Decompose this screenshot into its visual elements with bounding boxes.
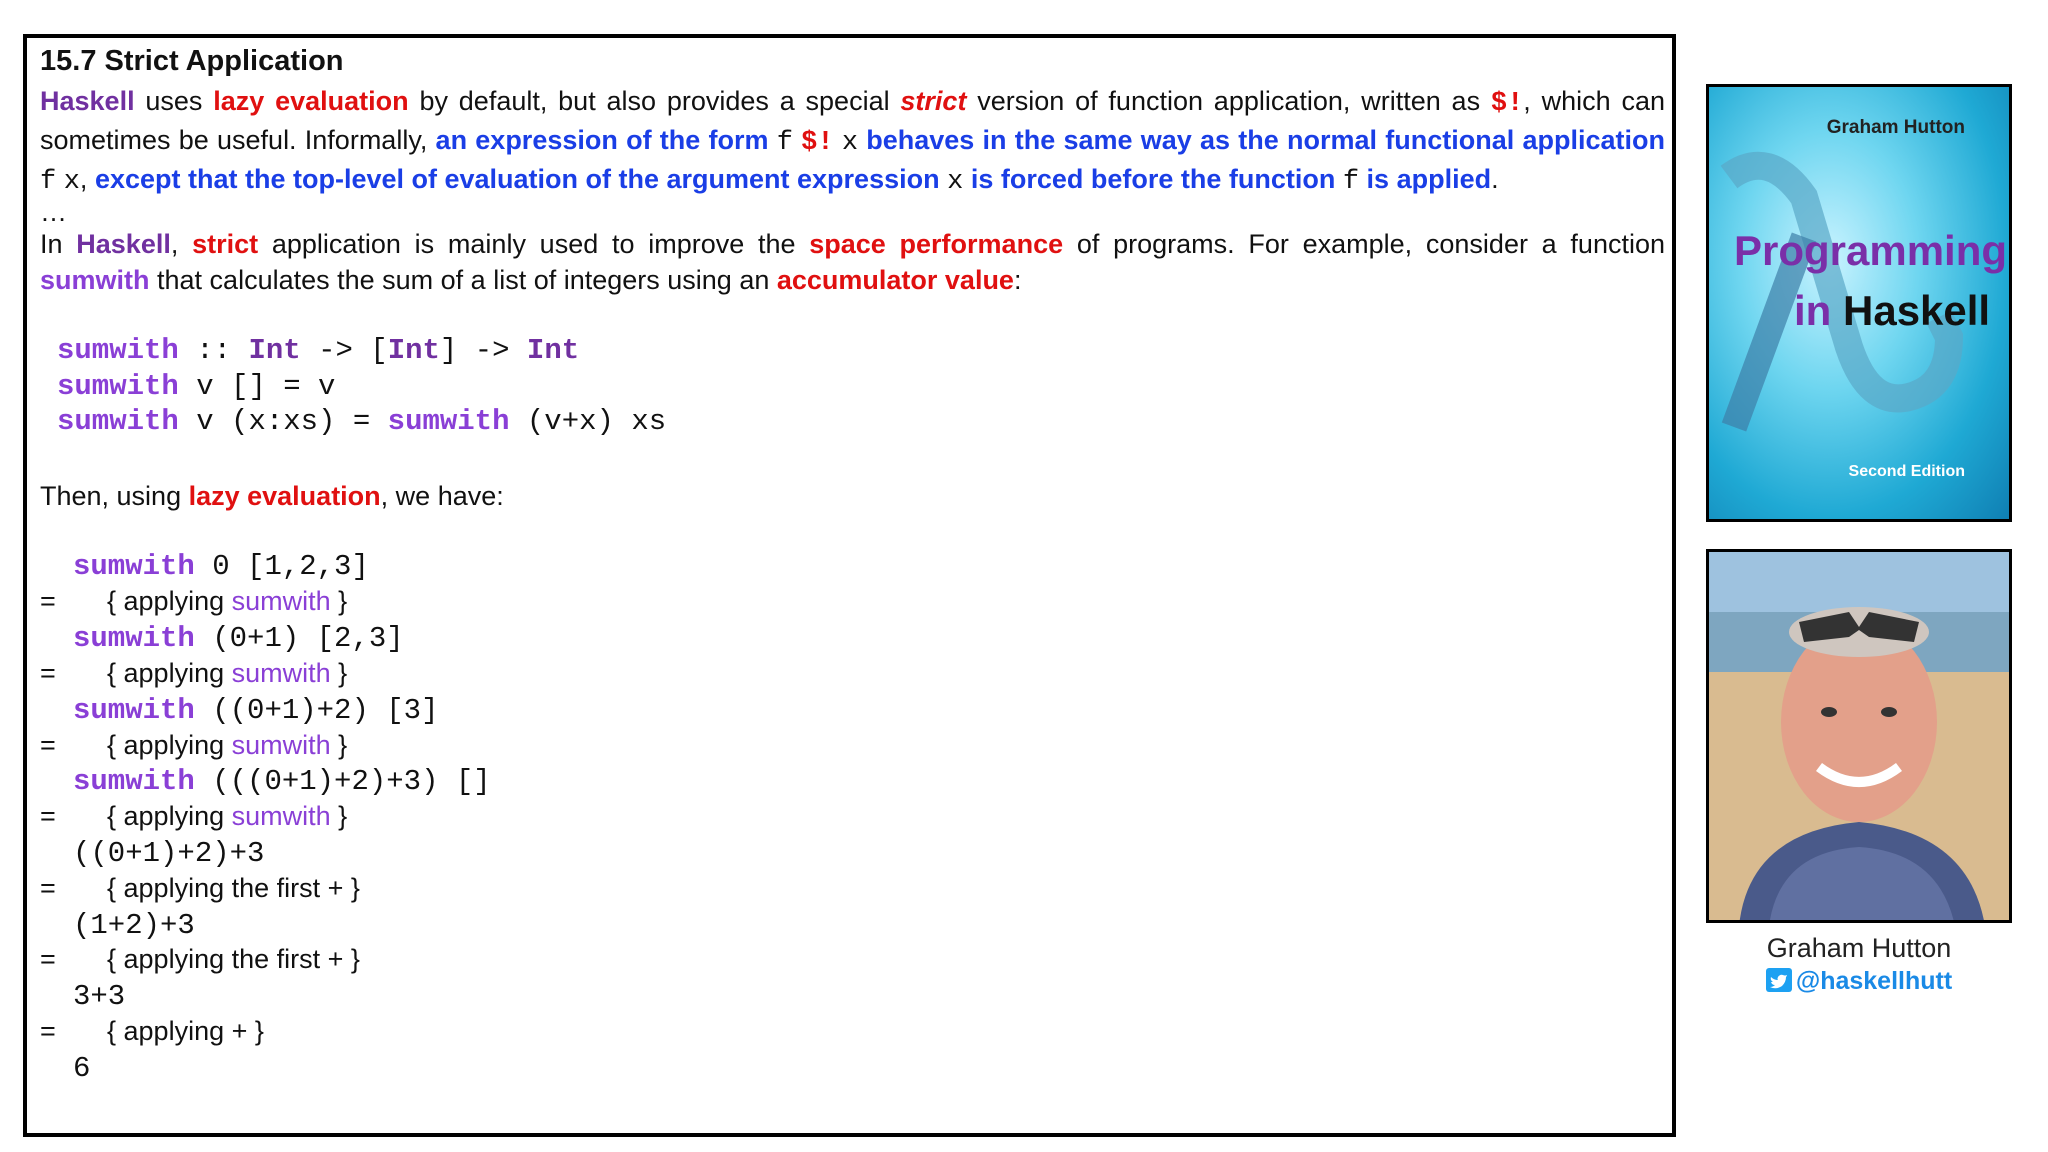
eval-hint: { applying sumwith } bbox=[107, 801, 348, 831]
book-title-line2: in Haskell bbox=[1794, 287, 1991, 334]
strict-term: strict bbox=[900, 86, 967, 116]
paragraph-then: Then, using lazy evaluation, we have: bbox=[40, 481, 504, 511]
equals-sign: = bbox=[40, 944, 56, 974]
portrait-image bbox=[1709, 552, 2012, 923]
haskell-term: Haskell bbox=[40, 86, 135, 116]
book-title-line1: Programming bbox=[1734, 227, 2008, 274]
code-line-base-case: sumwith v [] = v bbox=[57, 370, 336, 403]
equals-sign: = bbox=[40, 801, 56, 831]
equals-sign: = bbox=[40, 658, 56, 688]
eval-hint: { applying + } bbox=[107, 1016, 264, 1046]
paragraph-intro: Haskell uses lazy evaluation by default, but also provides a special strict version of function application, written as $!, which can sometimes be useful. Informally, an expression of the form f $! x behaves in the same way as the normal functional application f x, except that the top-level of evaluation of the argument expression x is forced before the function f is applied. bbox=[40, 86, 1665, 197]
twitter-handle[interactable]: @haskellhutt bbox=[1706, 967, 2012, 996]
eval-step-3: sumwith ((0+1)+2) [3] bbox=[73, 694, 439, 727]
ellipsis: … bbox=[40, 197, 67, 227]
eval-hint: { applying sumwith } bbox=[107, 730, 348, 760]
strict-operator: $! bbox=[1490, 89, 1524, 119]
eval-hint: { applying the first + } bbox=[107, 944, 360, 974]
eval-step-5: ((0+1)+2)+3 bbox=[73, 837, 265, 870]
eval-step-7: 3+3 bbox=[73, 980, 126, 1013]
paragraph-strict-usage: In Haskell, strict application is mainly used to improve the space performance of programs. For example, consider a function sumwith that calculates the sum of a list of integers using an accumulator value: bbox=[40, 229, 1665, 295]
lazy-evaluation-term: lazy evaluation bbox=[213, 86, 409, 116]
equals-sign: = bbox=[40, 1016, 56, 1046]
code-line-type-signature: sumwith :: Int -> [Int] -> Int bbox=[57, 334, 580, 367]
eval-hint: { applying sumwith } bbox=[107, 586, 348, 616]
eval-step-1: sumwith 0 [1,2,3] bbox=[73, 550, 369, 583]
eval-step-result: 6 bbox=[73, 1052, 91, 1085]
eval-hint: { applying the first + } bbox=[107, 873, 360, 903]
book-cover bbox=[1706, 84, 2012, 522]
eval-step-6: (1+2)+3 bbox=[73, 909, 195, 942]
equals-sign: = bbox=[40, 873, 56, 903]
equals-sign: = bbox=[40, 730, 56, 760]
author-photo bbox=[1706, 549, 2012, 923]
twitter-icon bbox=[1766, 968, 1792, 992]
slide-title: 15.7 Strict Application bbox=[40, 45, 344, 77]
author-name: Graham Hutton bbox=[1766, 933, 1952, 963]
eval-step-4: sumwith (((0+1)+2)+3) [] bbox=[73, 765, 491, 798]
eval-step-2: sumwith (0+1) [2,3] bbox=[73, 622, 404, 655]
book-author: Graham Hutton bbox=[1826, 117, 1965, 138]
equals-sign: = bbox=[40, 586, 56, 616]
eval-hint: { applying sumwith } bbox=[107, 658, 348, 688]
book-edition: Second Edition bbox=[1848, 463, 1965, 480]
code-line-recursive-case: sumwith v (x:xs) = sumwith (v+x) xs bbox=[57, 405, 667, 438]
